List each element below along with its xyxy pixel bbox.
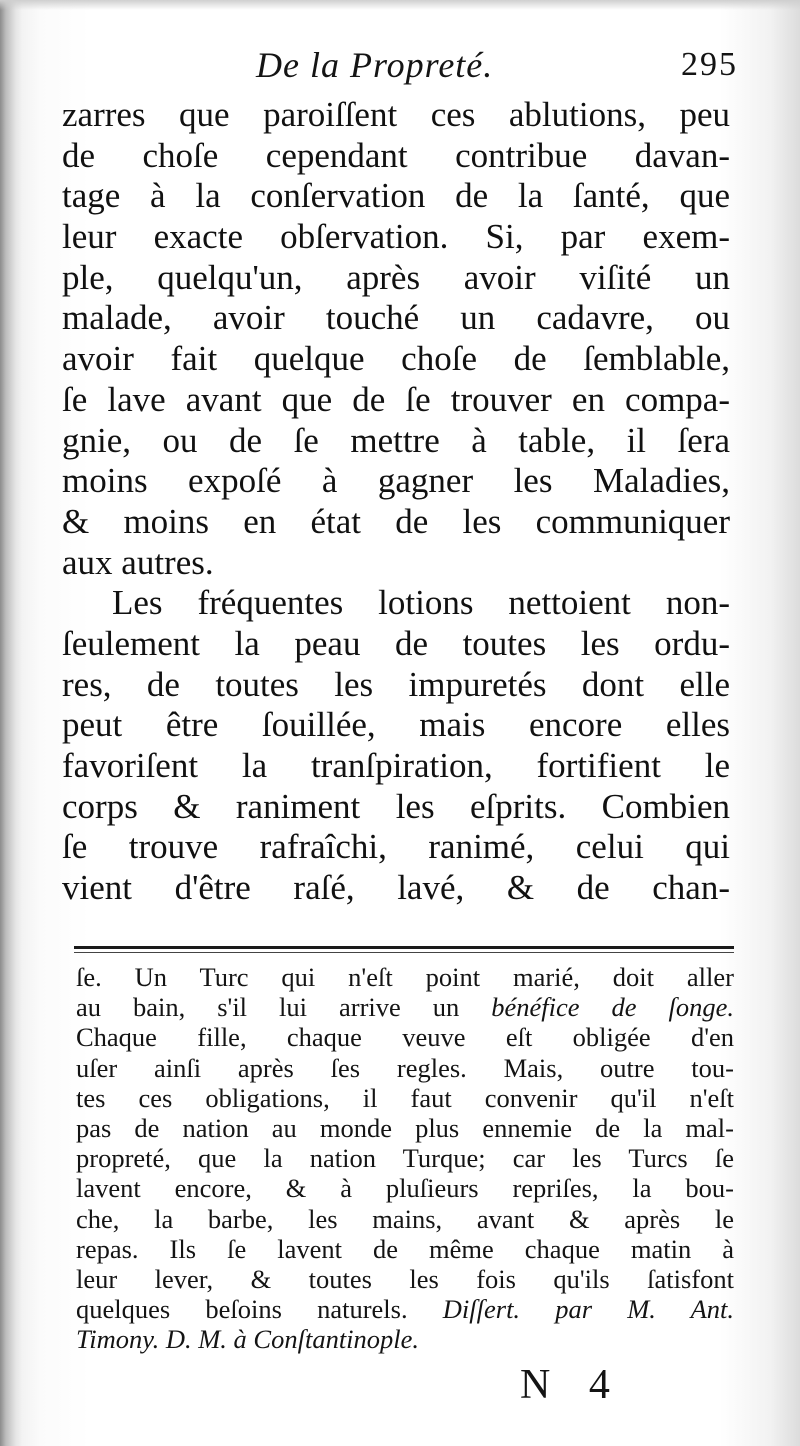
- footnote-line: [76, 1294, 734, 1324]
- footnote-italic: Diſſert. par M. Ant.: [442, 1294, 735, 1325]
- text-line: ſeulement la peau de toutes les ordu-: [62, 623, 730, 663]
- page-binding-shadow: [0, 0, 22, 1446]
- page-number: 295: [681, 46, 738, 83]
- text-line: malade, avoir touché un cadavre, ou: [62, 298, 730, 338]
- running-head: [58, 42, 738, 88]
- footnote-italic: bénéfice de ſonge.: [491, 992, 734, 1023]
- footnote-line: ſe. Un Turc qui n'eſt point marié, doit aller: [76, 962, 734, 992]
- footnote-rule-thin: [74, 952, 734, 953]
- signature-mark: N 4: [520, 1362, 624, 1408]
- text-line: aux autres.: [62, 542, 214, 582]
- text-line: tage à la conſervation de la ſanté, que: [62, 176, 730, 216]
- footnote-line: propreté, que la nation Turque; car les Turcs ſe: [76, 1143, 734, 1174]
- footnote-rule: [74, 946, 734, 949]
- footnote-line: repas. Ils ſe lavent de même chaque matin à: [76, 1233, 734, 1264]
- footnote-line: che, la barbe, les mains, avant & après le: [76, 1203, 734, 1234]
- text-line: moins expoſé à gagner les Maladies,: [62, 461, 730, 501]
- page-top-shadow: [0, 0, 800, 10]
- text-line: ſe trouve rafraîchi, ranimé, celui qui: [62, 827, 730, 867]
- footnote-italic: Timony. D. M. à Conſtantinople.: [76, 1324, 420, 1355]
- text-line: Les fréquentes lotions nettoient non-: [112, 583, 730, 623]
- footnote-line: tes ces obligations, il faut convenir qu'il n'eſt: [76, 1082, 734, 1113]
- text-line: gnie, ou de ſe mettre à table, il ſera: [62, 420, 730, 460]
- running-title: De la Propreté.: [256, 45, 494, 85]
- footnote-line: [76, 992, 734, 1022]
- text-line: peut être ſouillée, mais encore elles: [62, 705, 730, 745]
- footnote-block: [76, 962, 734, 1354]
- text-line: vient d'être raſé, lavé, & de chan-: [62, 868, 730, 908]
- main-text-block: [62, 95, 730, 909]
- footnote-text: au bain, s'il lui arrive un: [76, 992, 492, 1023]
- footnote-line: uſer ainſi après ſes regles. Mais, outre tou-: [76, 1052, 734, 1083]
- footnote-line: Chaque fille, chaque veuve eſt obligée d'en: [76, 1022, 734, 1053]
- text-line: ſe lave avant que de ſe trouver en compa-: [62, 379, 730, 419]
- text-line: favoriſent la tranſpiration, fortifient le: [62, 746, 730, 785]
- text-line: zarres que paroiſſent ces ablutions, peu: [62, 95, 730, 134]
- text-line: avoir fait quelque choſe de ſemblable,: [62, 339, 730, 379]
- text-line: & moins en état de les communiquer: [62, 501, 730, 541]
- footnote-line: pas de nation au monde plus ennemie de la mal-: [76, 1112, 734, 1143]
- text-line: leur exacte obſervation. Si, par exem-: [62, 217, 730, 257]
- footnote-line: lavent encore, & à pluſieurs repriſes, la bou-: [76, 1173, 734, 1204]
- text-line: de choſe cependant contribue davan-: [62, 135, 730, 175]
- text-line: res, de toutes les impuretés dont elle: [62, 664, 730, 704]
- footnote-text: quelques beſoins naturels.: [76, 1294, 443, 1325]
- text-line: corps & raniment les eſprits. Combien: [62, 786, 730, 826]
- footnote-line: [76, 1324, 734, 1354]
- text-line: ple, quelqu'un, après avoir viſité un: [62, 257, 730, 297]
- footnote-line: leur lever, & toutes les fois qu'ils ſatisfont: [76, 1263, 734, 1294]
